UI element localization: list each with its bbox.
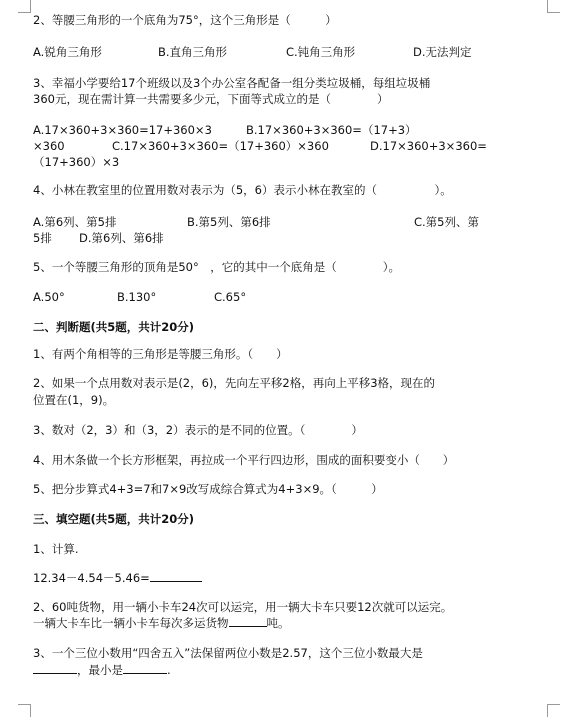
answer-blank[interactable] [123, 663, 167, 674]
question-2-option-a: A.锐角三角形 [33, 45, 102, 59]
fill-item-1-expression-text: 12.34－4.54－5.46= [33, 571, 150, 585]
question-3-line-1: 3、幸福小学要给17个班级以及3个办公室各配备一组分类垃圾桶，每组垃圾桶 [33, 76, 431, 90]
question-2-option-b: B.直角三角形 [158, 45, 228, 59]
fill-item-2-text-b: 吨。 [266, 616, 290, 630]
crop-mark-bottom-right [547, 704, 560, 717]
question-5-option-a: A.50° [33, 290, 65, 304]
fill-item-3-text-b: ，最小是 [77, 663, 123, 677]
section-2-title: 二、判断题(共5题，共计20分) [33, 320, 195, 334]
question-3-option-c: C.17×360+3×360=（17+360）×360 [112, 139, 329, 153]
answer-blank[interactable] [229, 616, 267, 627]
fill-item-1-label: 1、计算. [33, 542, 79, 556]
question-4-option-b: B.第5列、第6排 [187, 215, 271, 229]
question-3-option-d: D.17×360+3×360= [370, 139, 487, 153]
crop-mark-bottom-left [18, 704, 31, 717]
crop-mark-top-right [547, 0, 560, 13]
section-3-title: 三、填空题(共5题，共计20分) [33, 512, 195, 526]
question-2-option-d: D.无法判定 [413, 45, 472, 59]
judge-item-4: 4、用木条做一个长方形框架，再拉成一个平行四边形，围成的面积要变小（ ） [33, 453, 455, 467]
fill-item-2-line-2 [33, 616, 290, 630]
answer-blank[interactable] [33, 663, 77, 674]
question-2-option-c: C.钝角三角形 [286, 45, 356, 59]
judge-item-5: 5、把分步算式4+3=7和7×9改写成综合算式为4+3×9。（ ） [33, 482, 383, 496]
fill-item-1-expression [33, 571, 202, 585]
question-5-option-b: B.130° [117, 290, 157, 304]
crop-mark-top-left [18, 0, 31, 13]
judge-item-2-line-2: 位置在(1，9)。 [33, 393, 115, 407]
question-3-option-a: A.17×360+3×360=17+360×3 [33, 123, 212, 137]
question-4-option-a: A.第6列、第5排 [33, 215, 117, 229]
question-5-option-c: C.65° [214, 290, 247, 304]
question-5-text: 5、一个等腰三角形的顶角是50° ，它的其中一个底角是（ ）。 [33, 260, 400, 274]
question-2-text: 2、等腰三角形的一个底角为75°，这个三角形是（ ） [33, 13, 337, 27]
question-4-option-d: D.第6列、第6排 [79, 231, 164, 245]
fill-item-2-line-1: 2、60吨货物，用一辆小卡车24次可以运完，用一辆大卡车只要12次就可以运完。 [33, 600, 453, 614]
answer-blank[interactable] [150, 571, 202, 582]
fill-item-3-line-1: 3、一个三位小数用“四舍五入”法保留两位小数是2.57，这个三位小数最大是 [33, 646, 423, 660]
question-3-option-b-continued: ×360 [33, 139, 65, 153]
fill-item-2-text-a: 一辆大卡车比一辆小卡车每次多运货物 [33, 616, 229, 630]
judge-item-3: 3、数对（2，3）和（3，2）表示的是不同的位置。（ ） [33, 423, 363, 437]
question-3-option-b: B.17×360+3×360=（17+3） [246, 123, 417, 137]
question-4-text: 4、小林在教室里的位置用数对表示为（5，6）表示小林在教室的（ ）。 [33, 183, 452, 197]
judge-item-1: 1、有两个角相等的三角形是等腰三角形。（ ） [33, 347, 288, 361]
question-3-line-2: 360元，现在需计算一共需要多少元，下面等式成立的是（ ） [33, 92, 389, 106]
question-3-option-d-continued: （17+360）×3 [33, 155, 120, 169]
question-4-option-c: C.第5列、第 [414, 215, 480, 229]
question-4-option-c-continued: 5排 [33, 231, 52, 245]
judge-item-2-line-1: 2、如果一个点用数对表示是(2，6)，先向左平移2格，再向上平移3格，现在的 [33, 376, 436, 390]
fill-item-3-text-c: . [167, 663, 171, 677]
fill-item-3-line-2 [33, 663, 171, 677]
